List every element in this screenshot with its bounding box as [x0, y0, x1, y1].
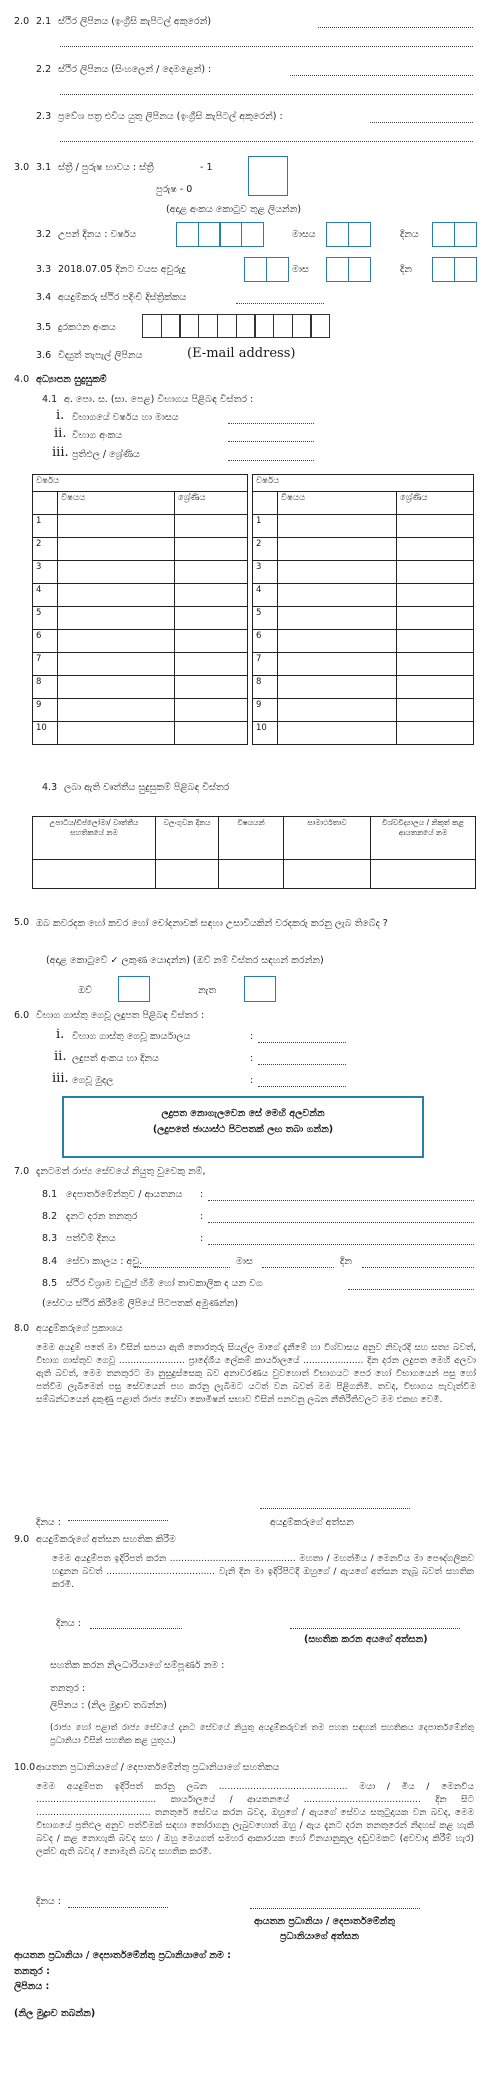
- applicant-signature-label: අයදුම්කරුගේ අත්සන: [270, 1517, 354, 1528]
- amount-paid-field[interactable]: [258, 1086, 346, 1087]
- service-days-label: දින: [340, 1256, 352, 1267]
- subject-cell[interactable]: [58, 722, 175, 745]
- grade-cell[interactable]: [397, 653, 474, 676]
- item-number: 8.1: [42, 1189, 58, 1200]
- subject-cell[interactable]: [58, 515, 175, 538]
- fee-office-label: විභාග ගාස්තු ගෙවූ කාර්යාලය: [72, 1031, 191, 1042]
- year-header: වර්ෂය: [36, 476, 60, 486]
- department-label: දෙපාර්තමේන්තුව / ආයතනය: [66, 1189, 183, 1200]
- roman-numeral: iii.: [52, 1071, 69, 1086]
- table-row: [253, 584, 474, 607]
- row-number: 2: [253, 538, 278, 561]
- subject-cell[interactable]: [278, 538, 397, 561]
- item-number: 2.3: [36, 111, 52, 122]
- qual-name-cell[interactable]: [33, 860, 156, 889]
- table-row: [253, 722, 474, 745]
- row-number: 10: [33, 722, 58, 745]
- permanent-address-en-field[interactable]: [318, 27, 473, 28]
- section-number: 9.0: [14, 1534, 30, 1545]
- application-form-page: 2.0 2.1 ස්ථිර ලිපිනය (ඉංග්‍රීසි කැපිටල් අකුරෙන්) 2.2 ස්ථිර ලිපිනය (සිංහලෙන් / දෙමළෙන්) : 2.3 ප්‍රවේශ පත්‍ර එවිය යුතු ලිපිනය (ඉංග්‍රීසි කැපිටල් අකුරෙන්) : 3.0 3.1 ස්ත්‍රී / පුරුෂ භාවය : ස්ත්‍රී - 1 පුරුෂ - 0 (අදාළ අංකය කොටුව තුළ ලියන්න) 3.2 උපන් දිනය : වර්ෂය මාසය දිනය 3.3 2018.07.05 දිනට වයස අවුරුදු මාස දින 3.4 අයදුම්කරු ස්ථිර පදිංචි දිස්ත්‍රික්කය 3.5 දුරකථන අංකය 3.6 විද්‍යුත් තැපැල් ලිපිනය (E-mail address) 4.0 අධ්‍යාපන සුදුසුකම් 4.1 අ. පො. ස. (සා. පෙළ) විභාගය පිළිබඳ විස්තර : i. විභාගයේ වර්ෂය හා මාසය ii. විභාග අංකය iii. ප්‍රතිඵල / ශ්‍රේණිය වර්ෂය විෂයය ශ්‍රේණිය 1 2 3 4 5 6 7 8 9 10 වර්ෂය විෂයය ශ්‍රේණිය 1 2 3 4 5 6 7 8 9 10 4.3 ලබා ඇති වෘත්තීය සුදුසුකම් පිළිබඳ විස්තර උපාධිය/ඩිප්ලෝමා/ වෘත්තීය සහතිකයේ නම වලංගුවන දිනය විෂයයන් සාමාර්ථතාව විශ්වවිද්‍යාලය / නිකුත් කළ ආයතනයේ නම 5.0 ඔබ කවරදක හෝ කවර හෝ චෝදනාවක් සඳහා උසාවියකින් වරදකරු කරනු ලැබ තිබේද ? (අදාළ කොටුවේ ✓ ලකුණ යොදන්න) (ඔව් නම් විස්තර සඳහන් කරන්න) ඔව් නැත 6.0 විභාග ගාස්තු ගෙවූ ලදුපත පිළිබඳ විස්තර : i. විභාග ගාස්තු ගෙවූ කාර්යාලය : ii. ලදුපත් අංකය හා දිනය : iii. ගෙවූ මුදල : ලදුපත නොගැලවෙන සේ මෙහි අලවන්න (ලදුපතේ ඡායාස්ථ පිටපතක් ලඟ තබා ගන්න) 7.0 දැනටමත් රාජ්‍ය සේවයේ නියුතු වුවෙකු නම්, 8.1 දෙපාර්තමේන්තුව / ආයතනය : 8.2 දැනට දරන තනතුර : 8.3 පත්වීම් දිනය : 8.4 සේවා කාලය : අවු. මාස දින 8.5 ස්ථිර විශ්‍රාම වැටුප් හිමි හෝ තාවකාලික ද යන වග (සේවය ස්ථිර කිරීමේ ලිපියේ පිටපතක් අමුණන්න) 8.0 අයදුම්කරුගේ ප්‍රකාශය මෙම අයදුම් පතේ මා විසින් සපයා ඇති තොරතුරු සියල්ල මාගේ දැනීමේ හා විශ්වාසය අනුව නිවැරදි සහ සත්‍ය බවත්, විභාග ගාස්තුව ගෙවූ ....................... ප්‍රාදේශීය ලේකම් කාර්යාලයේ ..................... දින දරන ලදුපත මෙහි අලවා ඇති බවත්, මෙම තනතුරට මා නුසුදුස්සෙකු බව අනාවරණය වුවහොත් විභාගයට පෙර හෝ විභාගයෙන් පසු හෝ පත්වීම ලැබීමෙන් පසු සේවයෙන් පහ කරනු ලැබීමට යටත් වන බවත් මම පිළිගනිමි. තවද, විභාගය පැවැත්වීම සම්බන්ධයෙන් දකුණු පළාත් රාජ්‍ය සේවා කොමිෂන් සභාව විසින් පනවනු ලබන නීතිරීතිවලට මම එකඟ වෙමි. දිනය : අයදුම්කරුගේ අත්සන 9.0 අයදුම්කරුගේ අත්සන සහතික කිරීම මෙම අයදුම්පත ඉදිරිපත් කරන ............................................ මහතා / මහත්මිය / මෙනවිය මා පෞද්ගලිකව හඳුනන බවත් ...................................... වැනි දින මා ඉදිරිපිටදී ඔහුගේ / ඇයගේ අත්සන තැබූ බවත් සහතික කරමි. දිනය : (සහතික කරන අයගේ අත්සන) සහතික කරන නිලධාරියාගේ සම්පූර්ණ නම : තනතුර : ලිපිනය : (නිල මුද්‍රාව තබන්න) (රාජ්‍ය හෝ පළාත් රාජ්‍ය සේවයේ දැනට සේවයේ නියුතු අයදුම්කරුවන් තම පහත සඳහන් සහතිකය දෙපාර්තමේන්තු ප්‍රධානියා විසින් සහතික කළ යුතුය.) 10.0 ආයතන ප්‍රධානියාගේ / දෙපාර්තමේන්තු ප්‍රධානියාගේ සහතිකය මෙම අයදුම්පත ඉදිරිපත් කරනු ලබන ............................................. මයා / මිය / මෙනවිය .......................................... කාර්යාලයේ / ආයතනයේ ......................................... දින සිට ........................................ තනතුරේ සේවය කරන බවද, ඔහුගේ / ඇයගේ සේවය සතුටුදායක වන බවද, මෙම විභාගයේ ප්‍රතිඵල අනුව පත්වීමක් සඳහා තෝරාගනු ලැබුවහොත් ඔහු / ඇය දැනට දරන තනතුරෙන් නිදහස් කළ හැකි බවද / කළ නොහැකි බවද සහ / ඔහු මෙයගත් සමහර ආකාරයක හෝ විනයානුකූල දඬුවමකට (අවවාද කිරීම් හැර) ලක්ව ඇති බවද / නොමැති බවද සහතික කරමි. දිනය : ආයතන ප්‍රධානියා / දෙපාර්තමේන්තු ප්‍රධානියාගේ අත්සන ආයතන ප්‍රධානියා / දෙපාර්තමේන්තු ප්‍රධානියාගේ නම : තනතුර : ලිපිනය : (නිල මුද්‍රාව තබන්න): [14, 16, 476, 2019]
- table-row: [33, 515, 248, 538]
- grade-cell[interactable]: [397, 538, 474, 561]
- gender-instruction: (අදාළ අංකය කොටුව තුළ ලියන්න): [166, 204, 302, 215]
- table-row: [33, 584, 248, 607]
- item-number: 3.6: [36, 350, 52, 361]
- grade-cell[interactable]: [175, 653, 248, 676]
- grade-cell[interactable]: [397, 630, 474, 653]
- service-period-label: සේවා කාලය : අවු.: [66, 1256, 143, 1267]
- pension-status-field[interactable]: [348, 1289, 474, 1290]
- current-post-label: දැනට දරන තනතුර: [66, 1211, 138, 1222]
- age-year-boxes[interactable]: [244, 257, 287, 282]
- table-row: [33, 538, 248, 561]
- item-number: 2.2: [36, 64, 52, 75]
- table-row: [253, 630, 474, 653]
- declaration-heading: අයදුම්කරුගේ ප්‍රකාශය: [36, 1323, 123, 1334]
- results-table-left: [32, 474, 248, 745]
- grade-cell[interactable]: [397, 515, 474, 538]
- correspondence-address-label: ප්‍රවේශ පත්‍ර එවිය යුතු ලිපිනය (ඉංග්‍රීසි කැපිටල් අකුරෙන්) :: [58, 111, 283, 122]
- gender-code-box[interactable]: [248, 156, 288, 196]
- grade-cell[interactable]: [175, 676, 248, 699]
- head-address-label: ලිපිනය :: [14, 1981, 50, 1992]
- year-header: වර්ෂය: [256, 476, 280, 486]
- grade-cell[interactable]: [175, 538, 248, 561]
- grade-cell[interactable]: [175, 561, 248, 584]
- subject-cell[interactable]: [58, 538, 175, 561]
- subject-cell[interactable]: [278, 515, 397, 538]
- declaration-text: මෙම අයදුම් පතේ මා විසින් සපයා ඇති තොරතුරු සියල්ල මාගේ දැනීමේ හා විශ්වාසය අනුව නිවැරදි සහ සත්‍ය බවත්, විභාග ගාස්තුව ගෙවූ ....................... ප්‍රාදේශීය ලේකම් කාර්යාලයේ ..................... දින දරන ලදුපත මෙහි අලවා ඇති බවත්, මෙම තනතුරට මා නුසුදුස්සෙකු බව අනාවරණය වුවහොත් විභාගයට පෙර හෝ විභාගයෙන් පසු හෝ පත්වීම ලැබීමෙන් පසු සේවයෙන් පහ කරනු ලැබීමට යටත් වන බවත් මම පිළිගනිමි. තවද, විභාගය පැවැත්වීම සම්බන්ධයෙන් දකුණු පළාත් රාජ්‍ය සේවා කොමිෂන් සභාව විසින් පනවනු ලබන නීතිරීතිවලට මම එකඟ වෙමි.: [36, 1343, 476, 1405]
- declaration-date-field[interactable]: [68, 1520, 168, 1521]
- table-row: [253, 699, 474, 722]
- age-label: 2018.07.05 දිනට වයස අවුරුදු: [58, 264, 186, 275]
- permanent-address-si-field[interactable]: [290, 75, 473, 76]
- head-post-label: තනතුර :: [14, 1966, 50, 1977]
- table-row: [33, 722, 248, 745]
- table-row: [33, 653, 248, 676]
- subject-cell[interactable]: [278, 722, 397, 745]
- correspondence-address-field-2[interactable]: [60, 141, 473, 142]
- ol-exam-label: අ. පො. ස. (සා. පෙළ) විභාගය පිළිබඳ විස්තර :: [64, 394, 254, 405]
- item-number: 3.5: [36, 322, 52, 333]
- attestation-heading: අයදුම්කරුගේ අත්සන සහතික කිරීම: [36, 1534, 176, 1545]
- subject-cell[interactable]: [278, 607, 397, 630]
- subject-cell[interactable]: [278, 699, 397, 722]
- correspondence-address-field[interactable]: [370, 122, 473, 123]
- table-row: [253, 492, 474, 515]
- date-label: දිනය :: [36, 1896, 61, 1907]
- table-row: [253, 538, 474, 561]
- results-table-right: [252, 474, 474, 745]
- row-number: 7: [33, 653, 58, 676]
- item-number: 8.3: [42, 1233, 58, 1244]
- receipt-no-date-field[interactable]: [258, 1064, 346, 1065]
- table-row: [253, 515, 474, 538]
- performance-header: සාමාර්ථතාව: [284, 817, 371, 860]
- age-day-label: දින: [400, 264, 412, 275]
- permanent-address-si-field-2[interactable]: [60, 94, 473, 95]
- subject-cell[interactable]: [278, 653, 397, 676]
- confirmation-letter-note: (සේවය ස්ථිර කිරීමේ ලිපියේ පිටපතක් අමුණන්න): [42, 1298, 239, 1309]
- subject-header: විෂයය: [61, 493, 86, 503]
- grade-cell[interactable]: [397, 607, 474, 630]
- table-row: [33, 676, 248, 699]
- public-service-label: දැනටමත් රාජ්‍ය සේවයේ නියුතු වුවෙකු නම්,: [36, 1166, 206, 1177]
- grade-cell[interactable]: [175, 722, 248, 745]
- attestation-note: (රාජ්‍ය හෝ පළාත් රාජ්‍ය සේවයේ දැනට සේවයේ නියුතු අයදුම්කරුවන් තම පහත සඳහන් සහතිකය දෙපාර්තමේන්තු ප්‍රධානියා විසින් සහතික කළ යුතුය.): [50, 1723, 474, 1746]
- current-post-field[interactable]: [208, 1222, 474, 1223]
- permanent-address-si-label: ස්ථිර ලිපිනය (සිංහලෙන් / දෙමළෙන්) :: [58, 64, 212, 75]
- roman-numeral: i.: [56, 1027, 65, 1042]
- institution-header: විශ්වවිද්‍යාලය / නිකුත් කළ ආයතනයේ නම: [371, 817, 476, 860]
- head-certificate-heading: ආයතන ප්‍රධානියාගේ / දෙපාර්තමේන්තු ප්‍රධානියාගේ සහතිකය: [36, 1762, 280, 1773]
- row-number: 2: [33, 538, 58, 561]
- qual-name-header: උපාධිය/ඩිප්ලෝමා/ වෘත්තීය සහතිකයේ නම: [33, 817, 156, 860]
- attestor-post-label: තනතුර :: [50, 1683, 86, 1694]
- receipt-no-date-label: ලදුපත් අංකය හා දිනය: [72, 1053, 159, 1064]
- row-number: 10: [253, 722, 278, 745]
- item-number: 3.2: [36, 229, 52, 240]
- section-number: 4.0: [14, 374, 30, 385]
- row-number: 4: [253, 584, 278, 607]
- row-number: 9: [253, 699, 278, 722]
- age-month-boxes[interactable]: [326, 257, 369, 282]
- row-number: 4: [33, 584, 58, 607]
- grade-header: ශ්‍රේණිය: [178, 493, 206, 503]
- subject-cell[interactable]: [58, 561, 175, 584]
- exam-year-month-label: විභාගයේ වර්ෂය හා මාසය: [72, 412, 179, 423]
- grade-cell[interactable]: [397, 676, 474, 699]
- yes-checkbox[interactable]: [118, 976, 150, 1002]
- section-number: 10.0: [14, 1762, 36, 1773]
- dob-year-boxes[interactable]: [176, 222, 262, 247]
- receipt-copy-instruction: (ලදුපතේ ඡායාස්ථ පිටපතක් ලඟ තබා ගන්න): [152, 1124, 334, 1135]
- male-code: පුරුෂ - 0: [156, 184, 193, 195]
- district-field[interactable]: [236, 303, 324, 304]
- roman-numeral: ii.: [54, 426, 67, 441]
- section-number: 2.0: [14, 16, 30, 27]
- subject-cell[interactable]: [278, 584, 397, 607]
- grade-cell[interactable]: [397, 584, 474, 607]
- no-label: නැත: [198, 985, 217, 996]
- roman-numeral: i.: [56, 408, 65, 423]
- table-row: [33, 492, 248, 515]
- subject-header: විෂයය: [281, 493, 306, 503]
- female-code: - 1: [200, 162, 213, 173]
- table-row: [253, 676, 474, 699]
- receipt-paste-instruction: ලදුපත නොගැලවෙන සේ මෙහි අලවන්න: [161, 1108, 325, 1119]
- table-row: [33, 475, 248, 492]
- attestation-text: මෙම අයදුම්පත ඉදිරිපත් කරන ............................................ මහතා / මහත්මිය / මෙනවිය මා පෞද්ගලිකව හඳුනන බවත් ...................................... වැනි දින මා ඉදිරිපිටදී ඔහුගේ / ඇයගේ අත්සන තැබූ බවත් සහතික කරමි.: [52, 1554, 474, 1590]
- permanent-address-en-field-2[interactable]: [60, 46, 473, 47]
- month-label: මාසය: [292, 229, 316, 240]
- subjects-cell[interactable]: [219, 860, 284, 889]
- phone-label: දුරකථන අංකය: [58, 322, 116, 333]
- subject-cell[interactable]: [58, 676, 175, 699]
- table-row: [253, 561, 474, 584]
- grade-cell[interactable]: [175, 515, 248, 538]
- date-label: දිනය :: [36, 1517, 61, 1528]
- table-row: [33, 860, 476, 889]
- applicant-signature-field[interactable]: [260, 1508, 410, 1509]
- age-month-label: මාස: [292, 264, 309, 275]
- no-checkbox[interactable]: [244, 976, 276, 1002]
- table-row: [253, 475, 474, 492]
- head-signature-label: ආයතන ප්‍රධානියා / දෙපාර්තමේන්තු: [254, 1916, 396, 1927]
- phone-boxes[interactable]: [142, 314, 329, 338]
- head-date-field[interactable]: [68, 1907, 168, 1908]
- roman-numeral: ii.: [54, 1049, 67, 1064]
- service-years-field[interactable]: [134, 1267, 230, 1268]
- section-number: 6.0: [14, 1010, 30, 1021]
- table-row: [33, 699, 248, 722]
- subject-cell[interactable]: [58, 630, 175, 653]
- fee-receipt-label: විභාග ගාස්තු ගෙවූ ලදුපත පිළිබඳ විස්තර :: [36, 1010, 205, 1021]
- item-number: 4.3: [42, 782, 58, 793]
- email-label: විද්‍යුත් තැපැල් ලිපිනය: [58, 350, 143, 361]
- attestor-signature-field[interactable]: [290, 1628, 460, 1629]
- item-number: 3.4: [36, 292, 52, 303]
- head-signature-label-2: ප්‍රධානියාගේ අත්සන: [280, 1931, 359, 1942]
- attestor-address-label: ලිපිනය : (නිල මුද්‍රාව තබන්න): [50, 1700, 167, 1711]
- receipt-paste-box[interactable]: [62, 1096, 424, 1158]
- exam-results-field[interactable]: [228, 460, 314, 461]
- row-number: 9: [33, 699, 58, 722]
- gender-label: ස්ත්‍රී / පුරුෂ භාවය : ස්ත්‍රී: [58, 162, 154, 173]
- service-days-field[interactable]: [362, 1267, 474, 1268]
- section-number: 8.0: [14, 1323, 30, 1334]
- department-field[interactable]: [208, 1200, 474, 1201]
- row-number: 6: [33, 630, 58, 653]
- table-row: [33, 817, 476, 860]
- row-number: 5: [253, 607, 278, 630]
- yes-label: ඔව්: [78, 985, 92, 996]
- item-number: 8.2: [42, 1211, 58, 1222]
- row-number: 3: [253, 561, 278, 584]
- grade-cell[interactable]: [397, 561, 474, 584]
- head-name-label: ආයතන ප්‍රධානියා / දෙපාර්තමේන්තු ප්‍රධානියාගේ නම :: [14, 1950, 231, 1961]
- district-label: අයදුම්කරු ස්ථිර පදිංචි දිස්ත්‍රික්කය: [58, 292, 187, 303]
- section-number: 3.0: [14, 162, 30, 173]
- conviction-instruction: (අදාළ කොටුවේ ✓ ලකුණ යොදන්න) (ඔව් නම් විස්තර සඳහන් කරන්න): [46, 955, 324, 966]
- table-row: [33, 630, 248, 653]
- subjects-header: විෂයයන්: [219, 817, 284, 860]
- table-row: [33, 561, 248, 584]
- amount-paid-label: ගෙවූ මුදල: [72, 1075, 114, 1086]
- exam-year-month-field[interactable]: [228, 423, 314, 424]
- grade-cell[interactable]: [397, 722, 474, 745]
- item-number: 4.1: [42, 394, 58, 405]
- table-row: [253, 653, 474, 676]
- attestation-date-field[interactable]: [90, 1628, 182, 1629]
- institution-cell[interactable]: [371, 860, 476, 889]
- permanent-address-en-label: ස්ථිර ලිපිනය (ඉංග්‍රීසි කැපිටල් අකුරෙන්): [58, 16, 212, 27]
- dob-label: උපන් දිනය : වර්ෂය: [58, 229, 137, 240]
- subject-cell[interactable]: [278, 676, 397, 699]
- age-day-boxes[interactable]: [432, 257, 475, 282]
- valid-date-cell[interactable]: [156, 860, 219, 889]
- row-number: 1: [33, 515, 58, 538]
- grade-cell[interactable]: [175, 607, 248, 630]
- roman-numeral: iii.: [52, 445, 69, 460]
- grade-cell[interactable]: [175, 699, 248, 722]
- attestor-name-label: සහතික කරන නිලධාරියාගේ සම්පූර්ණ නම :: [50, 1660, 225, 1671]
- service-months-label: මාස: [236, 1256, 253, 1267]
- subject-cell[interactable]: [58, 584, 175, 607]
- day-label: දිනය: [400, 229, 419, 240]
- grade-cell[interactable]: [175, 584, 248, 607]
- row-number: 7: [253, 653, 278, 676]
- subject-cell[interactable]: [58, 653, 175, 676]
- head-certificate-text: මෙම අයදුම්පත ඉදිරිපත් කරනු ලබන ............................................. මයා / මිය / මෙනවිය .......................................... කාර්යාලයේ / ආයතනයේ ......................................... දින සිට ........................................ තනතුරේ සේවය කරන බවද, ඔහුගේ / ඇයගේ සේවය සතුටුදායක වන බවද, මෙම විභාගයේ ප්‍රතිඵල අනුව පත්වීමක් සඳහා තෝරාගනු ලැබුවහොත් ඔහු / ඇය දැනට දරන තනතුරෙන් නිදහස් කළ හැකි බවද / කළ නොහැකි බවද සහ / ඔහු මෙයගත් සමහර ආකාරයක හෝ විනයානුකූල දඬුවමකට (අවවාද කිරීම් හැර) ලක්ව ඇති බවද / නොමැති බවද සහතික කරමි.: [36, 1782, 474, 1857]
- row-number: 8: [253, 676, 278, 699]
- subject-cell[interactable]: [58, 699, 175, 722]
- row-number: 5: [33, 607, 58, 630]
- row-number: 1: [253, 515, 278, 538]
- fee-office-field[interactable]: [258, 1042, 346, 1043]
- subject-cell[interactable]: [278, 630, 397, 653]
- official-seal-label: (නිල මුද්‍රාව තබන්න): [14, 2008, 96, 2019]
- row-number: 3: [33, 561, 58, 584]
- exam-index-field[interactable]: [228, 441, 314, 442]
- section-number: 5.0: [14, 917, 30, 928]
- dob-day-boxes[interactable]: [432, 222, 475, 247]
- date-label: දිනය :: [56, 1618, 81, 1629]
- row-number: 6: [253, 630, 278, 653]
- subject-cell[interactable]: [278, 561, 397, 584]
- grade-cell[interactable]: [175, 630, 248, 653]
- head-signature-field[interactable]: [250, 1908, 420, 1909]
- valid-date-header: වලංගුවන දිනය: [156, 817, 219, 860]
- item-number: 3.1: [36, 162, 52, 173]
- dob-month-boxes[interactable]: [326, 222, 369, 247]
- professional-qual-label: ලබා ඇති වෘත්තීය සුදුසුකම් පිළිබඳ විස්තර: [64, 782, 230, 793]
- table-row: [33, 607, 248, 630]
- section-number: 7.0: [14, 1166, 30, 1177]
- grade-cell[interactable]: [397, 699, 474, 722]
- grade-header: ශ්‍රේණිය: [400, 493, 428, 503]
- item-number: 2.1: [36, 16, 52, 27]
- item-number: 3.3: [36, 264, 52, 275]
- subject-cell[interactable]: [58, 607, 175, 630]
- table-row: [253, 607, 474, 630]
- appointment-date-field[interactable]: [208, 1244, 474, 1245]
- pension-status-label: ස්ථිර විශ්‍රාම වැටුප් හිමි හෝ තාවකාලික ද යන වග: [66, 1278, 263, 1289]
- exam-results-label: ප්‍රතිඵල / ශ්‍රේණිය: [72, 449, 140, 460]
- attestor-signature-label: (සහතික කරන අයගේ අත්සන): [304, 1634, 428, 1645]
- professional-qual-table: [32, 816, 476, 889]
- email-label-en: (E-mail address): [187, 346, 296, 361]
- row-number: 8: [33, 676, 58, 699]
- education-heading: අධ්‍යාපන සුදුසුකම්: [36, 374, 107, 385]
- appointment-date-label: පත්වීම් දිනය: [66, 1233, 116, 1244]
- item-number: 8.5: [42, 1278, 58, 1289]
- exam-index-label: විභාග අංකය: [72, 430, 123, 441]
- performance-cell[interactable]: [284, 860, 371, 889]
- service-months-field[interactable]: [262, 1267, 334, 1268]
- item-number: 8.4: [42, 1256, 58, 1267]
- conviction-question: ඔබ කවරදක හෝ කවර හෝ චෝදනාවක් සඳහා උසාවියකින් වරදකරු කරනු ලැබ තිබේද ?: [36, 918, 388, 929]
